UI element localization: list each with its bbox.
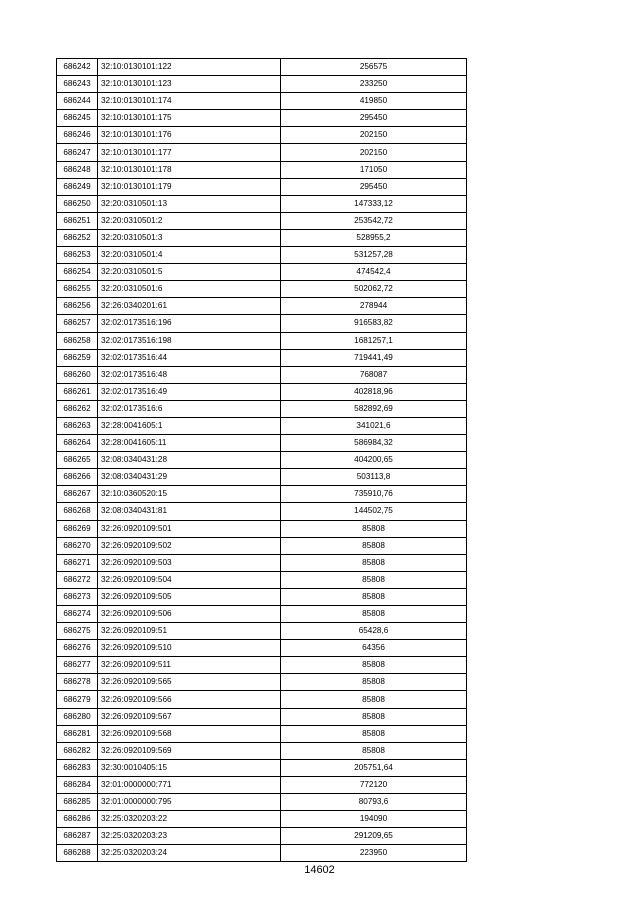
cadastral-number-cell: 32:25:0320203:24 xyxy=(98,845,281,862)
cadastral-number-cell: 32:20:0310501:13 xyxy=(98,195,281,212)
table-row xyxy=(57,144,467,161)
page-number: 14602 xyxy=(304,864,335,876)
cadastral-number-cell: 32:26:0920109:565 xyxy=(98,674,281,691)
value-cell: 147333,12 xyxy=(281,195,467,212)
table-row xyxy=(57,264,467,281)
cadastral-number-cell: 32:02:0173516:196 xyxy=(98,315,281,332)
value-cell: 85808 xyxy=(281,588,467,605)
table-row xyxy=(57,674,467,691)
row-id-cell: 686252 xyxy=(57,229,98,246)
table-row xyxy=(57,349,467,366)
row-id-cell: 686275 xyxy=(57,623,98,640)
value-cell: 582892,69 xyxy=(281,400,467,417)
cadastral-number-cell: 32:01:0000000:771 xyxy=(98,776,281,793)
row-id-cell: 686271 xyxy=(57,554,98,571)
value-cell: 85808 xyxy=(281,708,467,725)
table-row xyxy=(57,708,467,725)
cadastral-number-cell: 32:08:0340431:29 xyxy=(98,469,281,486)
cadastral-number-cell: 32:26:0920109:51 xyxy=(98,623,281,640)
row-id-cell: 686242 xyxy=(57,59,98,76)
row-id-cell: 686248 xyxy=(57,161,98,178)
row-id-cell: 686282 xyxy=(57,742,98,759)
table-row xyxy=(57,76,467,93)
row-id-cell: 686257 xyxy=(57,315,98,332)
row-id-cell: 686258 xyxy=(57,332,98,349)
table-row xyxy=(57,400,467,417)
table-row xyxy=(57,537,467,554)
value-cell: 278944 xyxy=(281,298,467,315)
row-id-cell: 686253 xyxy=(57,247,98,264)
table-row xyxy=(57,725,467,742)
value-cell: 719441,49 xyxy=(281,349,467,366)
table-row xyxy=(57,606,467,623)
cadastral-number-cell: 32:10:0130101:174 xyxy=(98,93,281,110)
table-row xyxy=(57,759,467,776)
row-id-cell: 686247 xyxy=(57,144,98,161)
row-id-cell: 686250 xyxy=(57,195,98,212)
table-row xyxy=(57,845,467,862)
cadastral-number-cell: 32:10:0130101:175 xyxy=(98,110,281,127)
cadastral-number-cell: 32:26:0920109:506 xyxy=(98,606,281,623)
row-id-cell: 686279 xyxy=(57,691,98,708)
table-row xyxy=(57,366,467,383)
cadastral-number-cell: 32:20:0310501:5 xyxy=(98,264,281,281)
value-cell: 768087 xyxy=(281,366,467,383)
value-cell: 916583,82 xyxy=(281,315,467,332)
cadastral-number-cell: 32:20:0310501:3 xyxy=(98,229,281,246)
row-id-cell: 686264 xyxy=(57,435,98,452)
table-row xyxy=(57,469,467,486)
row-id-cell: 686256 xyxy=(57,298,98,315)
cadastral-number-cell: 32:08:0340431:28 xyxy=(98,452,281,469)
table-row xyxy=(57,247,467,264)
row-id-cell: 686267 xyxy=(57,486,98,503)
value-cell: 144502,75 xyxy=(281,503,467,520)
cadastral-number-cell: 32:10:0130101:179 xyxy=(98,178,281,195)
cadastral-number-cell: 32:28:0041605:11 xyxy=(98,435,281,452)
cadastral-number-cell: 32:10:0130101:177 xyxy=(98,144,281,161)
row-id-cell: 686262 xyxy=(57,400,98,417)
value-cell: 205751,64 xyxy=(281,759,467,776)
value-cell: 233250 xyxy=(281,76,467,93)
cadastral-number-cell: 32:02:0173516:6 xyxy=(98,400,281,417)
table-row xyxy=(57,93,467,110)
cadastral-number-cell: 32:26:0920109:510 xyxy=(98,640,281,657)
row-id-cell: 686243 xyxy=(57,76,98,93)
table-row xyxy=(57,811,467,828)
row-id-cell: 686251 xyxy=(57,212,98,229)
value-cell: 85808 xyxy=(281,691,467,708)
row-id-cell: 686263 xyxy=(57,417,98,434)
table-row xyxy=(57,110,467,127)
value-cell: 531257,28 xyxy=(281,247,467,264)
cadastral-number-cell: 32:28:0041605:1 xyxy=(98,417,281,434)
cadastral-number-cell: 32:01:0000000:795 xyxy=(98,794,281,811)
table-row xyxy=(57,794,467,811)
table-row xyxy=(57,520,467,537)
value-cell: 253542,72 xyxy=(281,212,467,229)
value-cell: 64356 xyxy=(281,640,467,657)
table-row xyxy=(57,691,467,708)
cadastral-number-cell: 32:20:0310501:4 xyxy=(98,247,281,264)
cadastral-number-cell: 32:26:0920109:502 xyxy=(98,537,281,554)
table-row xyxy=(57,229,467,246)
value-cell: 85808 xyxy=(281,742,467,759)
value-cell: 171050 xyxy=(281,161,467,178)
cadastral-number-cell: 32:25:0320203:22 xyxy=(98,811,281,828)
row-id-cell: 686276 xyxy=(57,640,98,657)
table-row xyxy=(57,657,467,674)
cadastral-number-cell: 32:26:0920109:504 xyxy=(98,571,281,588)
value-cell: 85808 xyxy=(281,571,467,588)
cadastral-number-cell: 32:30:0010405:15 xyxy=(98,759,281,776)
row-id-cell: 686272 xyxy=(57,571,98,588)
row-id-cell: 686283 xyxy=(57,759,98,776)
row-id-cell: 686284 xyxy=(57,776,98,793)
row-id-cell: 686249 xyxy=(57,178,98,195)
value-cell: 502062,72 xyxy=(281,281,467,298)
table-row xyxy=(57,127,467,144)
value-cell: 223950 xyxy=(281,845,467,862)
cadastral-number-cell: 32:26:0340201:61 xyxy=(98,298,281,315)
cadastral-number-cell: 32:02:0173516:48 xyxy=(98,366,281,383)
cadastral-number-cell: 32:10:0360520:15 xyxy=(98,486,281,503)
row-id-cell: 686281 xyxy=(57,725,98,742)
row-id-cell: 686285 xyxy=(57,794,98,811)
value-cell: 85808 xyxy=(281,725,467,742)
row-id-cell: 686280 xyxy=(57,708,98,725)
table-row xyxy=(57,212,467,229)
table-row xyxy=(57,452,467,469)
value-cell: 256575 xyxy=(281,59,467,76)
row-id-cell: 686259 xyxy=(57,349,98,366)
table-row xyxy=(57,623,467,640)
cadastral-number-cell: 32:10:0130101:178 xyxy=(98,161,281,178)
value-cell: 586984,32 xyxy=(281,435,467,452)
cadastral-number-cell: 32:10:0130101:122 xyxy=(98,59,281,76)
cadastral-number-cell: 32:20:0310501:6 xyxy=(98,281,281,298)
value-cell: 202150 xyxy=(281,127,467,144)
row-id-cell: 686265 xyxy=(57,452,98,469)
row-id-cell: 686246 xyxy=(57,127,98,144)
table-row xyxy=(57,315,467,332)
cadastral-number-cell: 32:20:0310501:2 xyxy=(98,212,281,229)
table-row xyxy=(57,281,467,298)
table-row xyxy=(57,588,467,605)
table-row xyxy=(57,828,467,845)
table-row xyxy=(57,59,467,76)
value-cell: 85808 xyxy=(281,674,467,691)
table-row xyxy=(57,161,467,178)
registry-table xyxy=(56,58,467,862)
cadastral-number-cell: 32:02:0173516:49 xyxy=(98,383,281,400)
row-id-cell: 686245 xyxy=(57,110,98,127)
value-cell: 419850 xyxy=(281,93,467,110)
value-cell: 80793,6 xyxy=(281,794,467,811)
value-cell: 735910,76 xyxy=(281,486,467,503)
cadastral-number-cell: 32:26:0920109:569 xyxy=(98,742,281,759)
value-cell: 85808 xyxy=(281,606,467,623)
cadastral-number-cell: 32:26:0920109:503 xyxy=(98,554,281,571)
cadastral-number-cell: 32:02:0173516:44 xyxy=(98,349,281,366)
row-id-cell: 686268 xyxy=(57,503,98,520)
table-row xyxy=(57,417,467,434)
cadastral-number-cell: 32:08:0340431:81 xyxy=(98,503,281,520)
table-row xyxy=(57,742,467,759)
table-row xyxy=(57,571,467,588)
row-id-cell: 686261 xyxy=(57,383,98,400)
cadastral-number-cell: 32:10:0130101:176 xyxy=(98,127,281,144)
row-id-cell: 686244 xyxy=(57,93,98,110)
value-cell: 295450 xyxy=(281,178,467,195)
row-id-cell: 686270 xyxy=(57,537,98,554)
cadastral-number-cell: 32:26:0920109:568 xyxy=(98,725,281,742)
cadastral-number-cell: 32:26:0920109:566 xyxy=(98,691,281,708)
value-cell: 1681257,1 xyxy=(281,332,467,349)
cadastral-number-cell: 32:26:0920109:501 xyxy=(98,520,281,537)
row-id-cell: 686266 xyxy=(57,469,98,486)
table-row xyxy=(57,298,467,315)
value-cell: 194090 xyxy=(281,811,467,828)
row-id-cell: 686277 xyxy=(57,657,98,674)
table-row xyxy=(57,554,467,571)
value-cell: 528955,2 xyxy=(281,229,467,246)
table-row xyxy=(57,195,467,212)
value-cell: 291209,65 xyxy=(281,828,467,845)
row-id-cell: 686288 xyxy=(57,845,98,862)
registry-table-body xyxy=(57,59,467,862)
value-cell: 474542,4 xyxy=(281,264,467,281)
value-cell: 772120 xyxy=(281,776,467,793)
value-cell: 202150 xyxy=(281,144,467,161)
value-cell: 65428,6 xyxy=(281,623,467,640)
cadastral-number-cell: 32:26:0920109:567 xyxy=(98,708,281,725)
value-cell: 85808 xyxy=(281,520,467,537)
table-row xyxy=(57,503,467,520)
cadastral-number-cell: 32:10:0130101:123 xyxy=(98,76,281,93)
table-row xyxy=(57,332,467,349)
table-row xyxy=(57,776,467,793)
table-row xyxy=(57,486,467,503)
row-id-cell: 686254 xyxy=(57,264,98,281)
row-id-cell: 686287 xyxy=(57,828,98,845)
value-cell: 85808 xyxy=(281,554,467,571)
row-id-cell: 686286 xyxy=(57,811,98,828)
row-id-cell: 686278 xyxy=(57,674,98,691)
value-cell: 503113,8 xyxy=(281,469,467,486)
cadastral-number-cell: 32:26:0920109:511 xyxy=(98,657,281,674)
cadastral-number-cell: 32:02:0173516:198 xyxy=(98,332,281,349)
value-cell: 404200,65 xyxy=(281,452,467,469)
row-id-cell: 686260 xyxy=(57,366,98,383)
table-row xyxy=(57,435,467,452)
value-cell: 295450 xyxy=(281,110,467,127)
cadastral-number-cell: 32:26:0920109:505 xyxy=(98,588,281,605)
value-cell: 85808 xyxy=(281,537,467,554)
value-cell: 402818,96 xyxy=(281,383,467,400)
row-id-cell: 686273 xyxy=(57,588,98,605)
row-id-cell: 686269 xyxy=(57,520,98,537)
cadastral-number-cell: 32:25:0320203:23 xyxy=(98,828,281,845)
row-id-cell: 686274 xyxy=(57,606,98,623)
table-row xyxy=(57,383,467,400)
table-row xyxy=(57,640,467,657)
value-cell: 85808 xyxy=(281,657,467,674)
table-row xyxy=(57,178,467,195)
row-id-cell: 686255 xyxy=(57,281,98,298)
value-cell: 341021,6 xyxy=(281,417,467,434)
